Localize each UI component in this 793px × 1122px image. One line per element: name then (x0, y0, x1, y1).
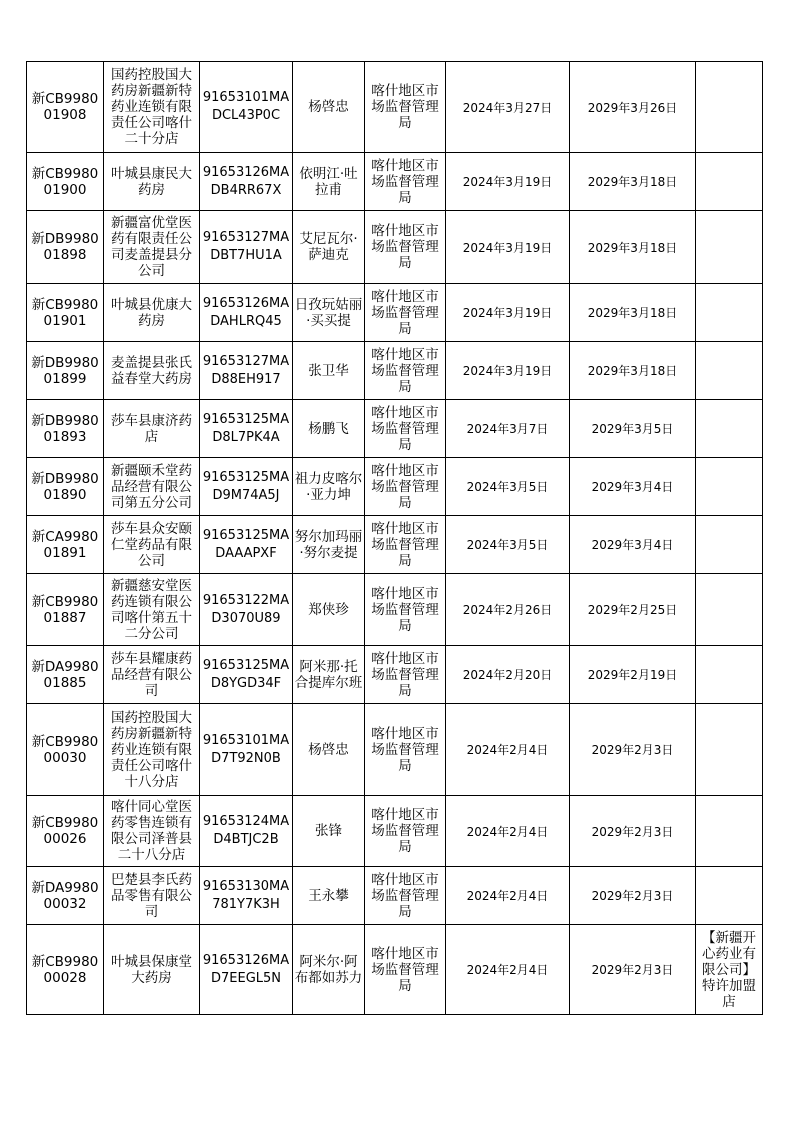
issuing-authority-cell: 喀什地区市场监督管理局 (365, 458, 446, 516)
table-row (27, 62, 763, 153)
credit-code-cell: 91653124MAD4BTJC2B (200, 796, 293, 867)
remark-cell (696, 153, 763, 211)
issue-date-cell: 2024年2月4日 (446, 867, 570, 925)
legal-rep-cell: 努尔加玛丽·努尔麦提 (293, 516, 365, 574)
issuing-authority-cell: 喀什地区市场监督管理局 (365, 342, 446, 400)
remark-cell (696, 62, 763, 153)
table-row (27, 867, 763, 925)
issue-date-cell: 2024年3月19日 (446, 153, 570, 211)
issuing-authority-cell: 喀什地区市场监督管理局 (365, 704, 446, 796)
company-name-cell: 国药控股国大药房新疆新特药业连锁有限责任公司喀什二十分店 (104, 62, 200, 153)
issuing-authority-cell: 喀什地区市场监督管理局 (365, 62, 446, 153)
credit-code-cell: 91653126MADAHLRQ45 (200, 284, 293, 342)
issue-date-cell: 2024年2月4日 (446, 796, 570, 867)
remark-cell (696, 646, 763, 704)
legal-rep-cell: 张卫华 (293, 342, 365, 400)
remark-cell (696, 284, 763, 342)
issuing-authority-cell: 喀什地区市场监督管理局 (365, 211, 446, 284)
issuing-authority-cell: 喀什地区市场监督管理局 (365, 646, 446, 704)
license-number-cell: 新CB998000030 (27, 704, 104, 796)
issue-date-cell: 2024年3月19日 (446, 211, 570, 284)
issue-date-cell: 2024年3月19日 (446, 342, 570, 400)
remark-cell (696, 796, 763, 867)
table-row (27, 925, 763, 1015)
license-number-cell: 新DB998001893 (27, 400, 104, 458)
remark-cell (696, 867, 763, 925)
issue-date-cell: 2024年2月4日 (446, 925, 570, 1015)
license-number-cell: 新DA998001885 (27, 646, 104, 704)
remark-cell (696, 574, 763, 646)
legal-rep-cell: 阿米尔·阿布都如苏力 (293, 925, 365, 1015)
table-row (27, 516, 763, 574)
issuing-authority-cell: 喀什地区市场监督管理局 (365, 400, 446, 458)
expiry-date-cell: 2029年2月25日 (570, 574, 696, 646)
legal-rep-cell: 日孜玩姑丽·买买提 (293, 284, 365, 342)
table-row (27, 704, 763, 796)
issue-date-cell: 2024年2月20日 (446, 646, 570, 704)
expiry-date-cell: 2029年3月18日 (570, 284, 696, 342)
credit-code-cell: 91653125MAD9M74A5J (200, 458, 293, 516)
company-name-cell: 新疆富优堂医药有限责任公司麦盖提县分公司 (104, 211, 200, 284)
credit-code-cell: 91653122MAD3070U89 (200, 574, 293, 646)
expiry-date-cell: 2029年2月19日 (570, 646, 696, 704)
license-number-cell: 新CB998000026 (27, 796, 104, 867)
issue-date-cell: 2024年3月27日 (446, 62, 570, 153)
expiry-date-cell: 2029年3月18日 (570, 211, 696, 284)
remark-cell (696, 458, 763, 516)
expiry-date-cell: 2029年3月5日 (570, 400, 696, 458)
remark-cell (696, 516, 763, 574)
legal-rep-cell: 艾尼瓦尔·萨迪克 (293, 211, 365, 284)
issue-date-cell: 2024年3月7日 (446, 400, 570, 458)
legal-rep-cell: 王永攀 (293, 867, 365, 925)
license-number-cell: 新DA998000032 (27, 867, 104, 925)
expiry-date-cell: 2029年2月3日 (570, 704, 696, 796)
issuing-authority-cell: 喀什地区市场监督管理局 (365, 153, 446, 211)
license-number-cell: 新DB998001898 (27, 211, 104, 284)
credit-code-cell: 91653125MADAAAPXF (200, 516, 293, 574)
legal-rep-cell: 依明江·吐拉甫 (293, 153, 365, 211)
company-name-cell: 巴楚县李氏药品零售有限公司 (104, 867, 200, 925)
remark-cell: 【新疆开心药业有限公司】特许加盟店 (696, 925, 763, 1015)
license-number-cell: 新CB998001900 (27, 153, 104, 211)
company-name-cell: 喀什同心堂医药零售连锁有限公司泽普县二十八分店 (104, 796, 200, 867)
legal-rep-cell: 杨鹏飞 (293, 400, 365, 458)
table-row (27, 458, 763, 516)
legal-rep-cell: 杨啓忠 (293, 704, 365, 796)
credit-code-cell: 91653127MAD88EH917 (200, 342, 293, 400)
company-name-cell: 莎车县众安颐仁堂药品有限公司 (104, 516, 200, 574)
legal-rep-cell: 阿米那·托合提库尔班 (293, 646, 365, 704)
issue-date-cell: 2024年3月5日 (446, 516, 570, 574)
credit-code-cell: 91653125MAD8YGD34F (200, 646, 293, 704)
legal-rep-cell: 张锋 (293, 796, 365, 867)
license-number-cell: 新CB998001908 (27, 62, 104, 153)
issue-date-cell: 2024年2月26日 (446, 574, 570, 646)
issue-date-cell: 2024年3月19日 (446, 284, 570, 342)
remark-cell (696, 704, 763, 796)
company-name-cell: 麦盖提县张氏益春堂大药房 (104, 342, 200, 400)
company-name-cell: 新疆颐禾堂药品经营有限公司第五分公司 (104, 458, 200, 516)
expiry-date-cell: 2029年3月18日 (570, 153, 696, 211)
credit-code-cell: 91653101MAD7T92N0B (200, 704, 293, 796)
expiry-date-cell: 2029年2月3日 (570, 796, 696, 867)
expiry-date-cell: 2029年3月4日 (570, 516, 696, 574)
credit-code-cell: 91653126MAD7EEGL5N (200, 925, 293, 1015)
expiry-date-cell: 2029年3月18日 (570, 342, 696, 400)
credit-code-cell: 91653101MADCL43P0C (200, 62, 293, 153)
table-row (27, 211, 763, 284)
table-row (27, 153, 763, 211)
company-name-cell: 叶城县康民大药房 (104, 153, 200, 211)
issuing-authority-cell: 喀什地区市场监督管理局 (365, 574, 446, 646)
license-number-cell: 新CA998001891 (27, 516, 104, 574)
issuing-authority-cell: 喀什地区市场监督管理局 (365, 925, 446, 1015)
table-row (27, 796, 763, 867)
license-number-cell: 新DB998001890 (27, 458, 104, 516)
table-row (27, 400, 763, 458)
company-name-cell: 叶城县优康大药房 (104, 284, 200, 342)
table-row (27, 284, 763, 342)
issuing-authority-cell: 喀什地区市场监督管理局 (365, 284, 446, 342)
credit-code-cell: 91653127MADBT7HU1A (200, 211, 293, 284)
license-number-cell: 新CB998000028 (27, 925, 104, 1015)
issuing-authority-cell: 喀什地区市场监督管理局 (365, 796, 446, 867)
expiry-date-cell: 2029年3月26日 (570, 62, 696, 153)
issue-date-cell: 2024年2月4日 (446, 704, 570, 796)
expiry-date-cell: 2029年2月3日 (570, 867, 696, 925)
credit-code-cell: 91653130MA781Y7K3H (200, 867, 293, 925)
legal-rep-cell: 祖力皮喀尔·亚力坤 (293, 458, 365, 516)
company-name-cell: 莎车县康济药店 (104, 400, 200, 458)
issuing-authority-cell: 喀什地区市场监督管理局 (365, 516, 446, 574)
company-name-cell: 新疆慈安堂医药连锁有限公司喀什第五十二分公司 (104, 574, 200, 646)
table-row (27, 646, 763, 704)
credit-code-cell: 91653126MADB4RR67X (200, 153, 293, 211)
legal-rep-cell: 郑侠珍 (293, 574, 365, 646)
license-table (26, 61, 763, 1015)
license-number-cell: 新CB998001901 (27, 284, 104, 342)
license-number-cell: 新DB998001899 (27, 342, 104, 400)
remark-cell (696, 211, 763, 284)
legal-rep-cell: 杨啓忠 (293, 62, 365, 153)
expiry-date-cell: 2029年2月3日 (570, 925, 696, 1015)
issue-date-cell: 2024年3月5日 (446, 458, 570, 516)
expiry-date-cell: 2029年3月4日 (570, 458, 696, 516)
issuing-authority-cell: 喀什地区市场监督管理局 (365, 867, 446, 925)
table-row (27, 342, 763, 400)
remark-cell (696, 342, 763, 400)
company-name-cell: 国药控股国大药房新疆新特药业连锁有限责任公司喀什十八分店 (104, 704, 200, 796)
credit-code-cell: 91653125MAD8L7PK4A (200, 400, 293, 458)
company-name-cell: 叶城县保康堂大药房 (104, 925, 200, 1015)
license-number-cell: 新CB998001887 (27, 574, 104, 646)
company-name-cell: 莎车县耀康药品经营有限公司 (104, 646, 200, 704)
table-row (27, 574, 763, 646)
remark-cell (696, 400, 763, 458)
